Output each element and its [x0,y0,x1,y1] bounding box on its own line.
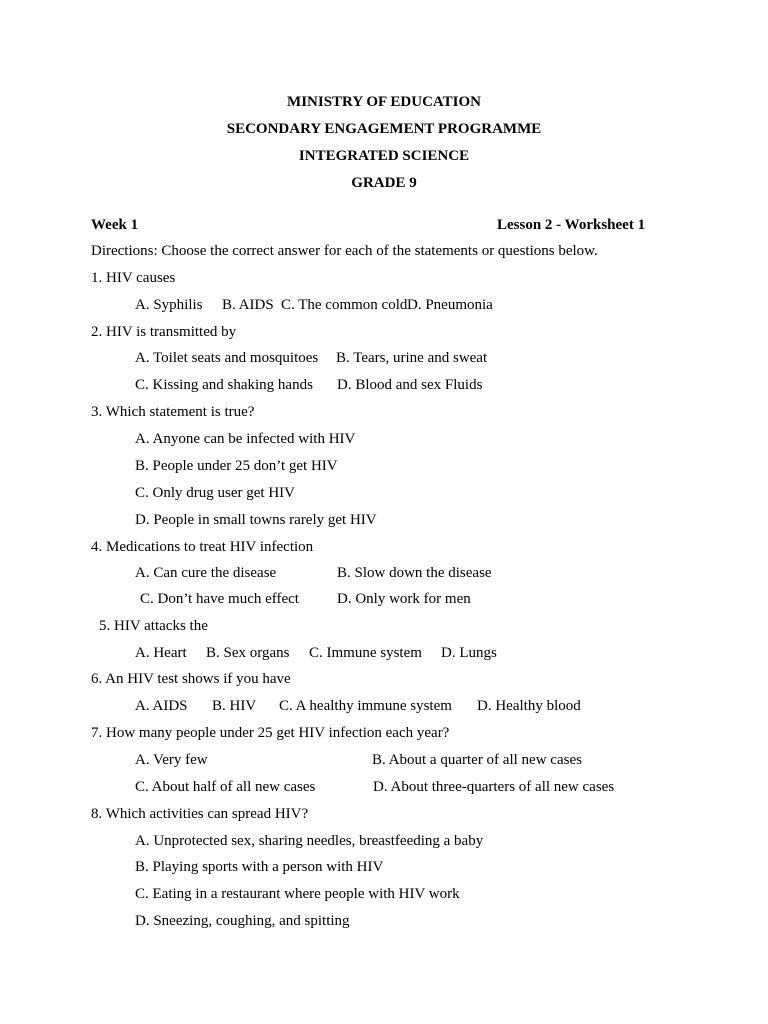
q6-option-c[interactable]: C. A healthy immune system [279,698,452,714]
q5-option-b[interactable]: B. Sex organs [206,645,290,661]
q3-option-d[interactable]: D. People in small towns rarely get HIV [135,512,377,528]
q6-option-b[interactable]: B. HIV [212,698,257,714]
q3-option-a[interactable]: A. Anyone can be infected with HIV [135,431,356,447]
lesson-label: Lesson 2 - Worksheet 1 [497,217,646,233]
q5-option-d[interactable]: D. Lungs [441,645,497,661]
q4-option-c[interactable]: C. Don’t have much effect [140,591,299,607]
q5-option-c[interactable]: C. Immune system [309,645,422,661]
q1-option-a[interactable]: A. Syphilis [135,297,203,313]
q8-option-a[interactable]: A. Unprotected sex, sharing needles, breastfeeding a baby [135,833,484,849]
q8-option-b[interactable]: B. Playing sports with a person with HIV [135,859,384,875]
q6-option-a[interactable]: A. AIDS [135,698,188,714]
q7-option-c[interactable]: C. About half of all new cases [135,779,316,795]
q8-option-d[interactable]: D. Sneezing, coughing, and spitting [135,913,350,929]
question-5: 5. HIV attacks the [99,618,208,634]
q8-option-c[interactable]: C. Eating in a restaurant where people with HIV work [135,886,460,902]
directions-text: Directions: Choose the correct answer for each of the statements or questions below. [91,243,598,259]
q1-option-c[interactable]: C. The common cold [281,297,408,313]
q6-option-d[interactable]: D. Healthy blood [477,698,581,714]
q4-option-d[interactable]: D. Only work for men [337,591,471,607]
q5-option-a[interactable]: A. Heart [135,645,187,661]
question-6: 6. An HIV test shows if you have [91,671,291,687]
question-7: 7. How many people under 25 get HIV infection each year? [91,725,450,741]
q3-option-b[interactable]: B. People under 25 don’t get HIV [135,458,338,474]
q2-option-b[interactable]: B. Tears, urine and sweat [336,350,488,366]
grade-heading: GRADE 9 [351,175,417,191]
q4-option-b[interactable]: B. Slow down the disease [337,565,492,581]
question-1: 1. HIV causes [91,270,176,286]
question-3: 3. Which statement is true? [91,404,255,420]
q1-option-d[interactable]: D. Pneumonia [407,297,493,313]
q7-option-a[interactable]: A. Very few [135,752,208,768]
subject-heading: INTEGRATED SCIENCE [298,148,470,164]
q1-option-b[interactable]: B. AIDS [222,297,274,313]
question-2: 2. HIV is transmitted by [91,324,237,340]
q7-option-d[interactable]: D. About three-quarters of all new cases [373,779,615,795]
q2-option-a[interactable]: A. Toilet seats and mosquitoes [135,350,319,366]
q7-option-b[interactable]: B. About a quarter of all new cases [372,752,582,768]
question-4: 4. Medications to treat HIV infection [91,539,314,555]
question-8: 8. Which activities can spread HIV? [91,806,309,822]
q2-option-d[interactable]: D. Blood and sex Fluids [337,377,483,393]
week-label: Week 1 [91,217,139,233]
programme-heading: SECONDARY ENGAGEMENT PROGRAMME [226,121,542,137]
q4-option-a[interactable]: A. Can cure the disease [135,565,277,581]
q3-option-c[interactable]: C. Only drug user get HIV [135,485,295,501]
ministry-heading: MINISTRY OF EDUCATION [287,94,481,110]
q2-option-c[interactable]: C. Kissing and shaking hands [135,377,313,393]
